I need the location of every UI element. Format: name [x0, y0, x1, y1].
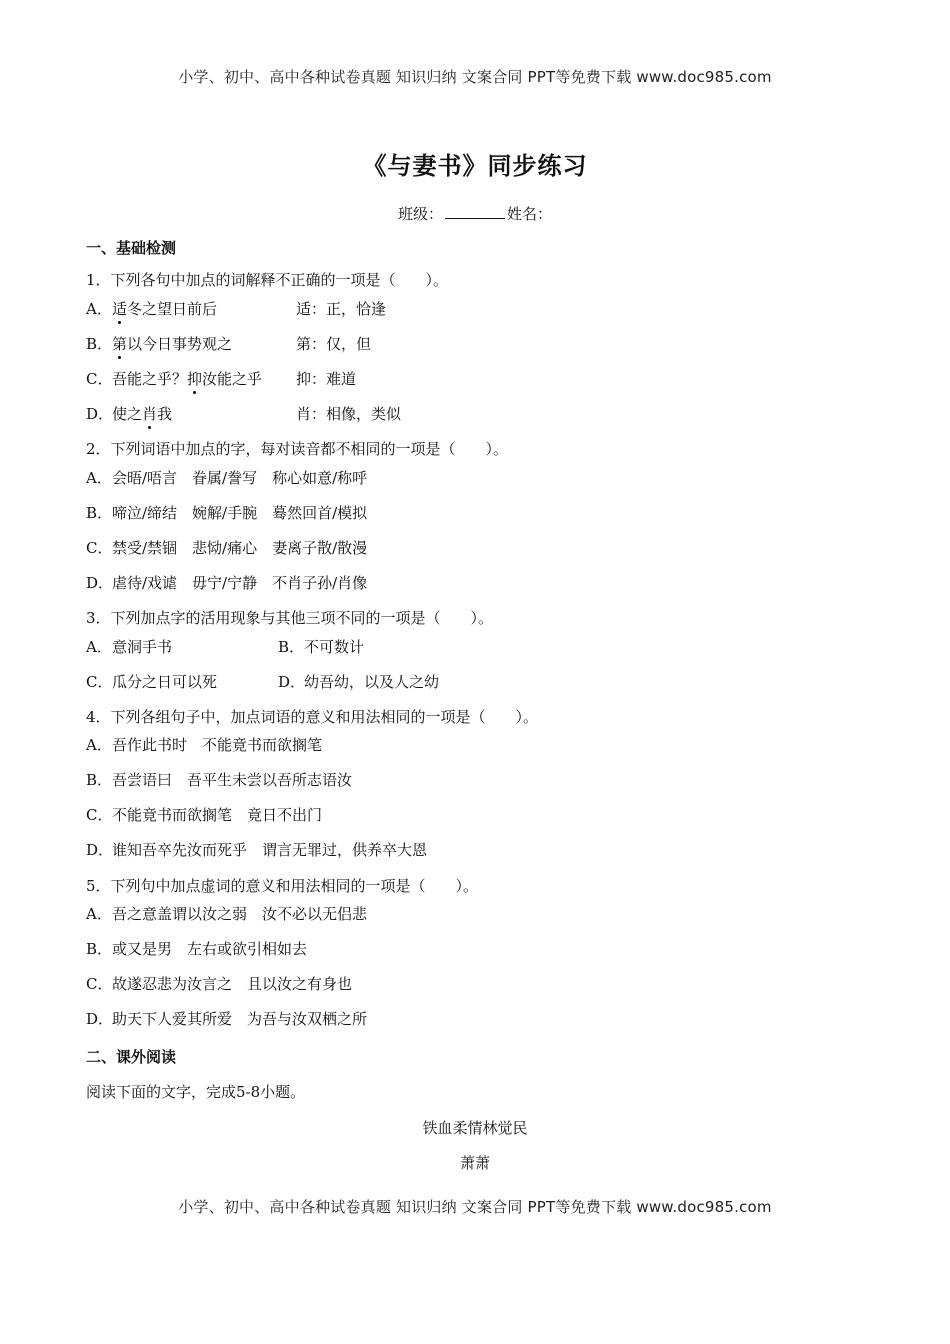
option-note: 适：正，恰逢: [296, 300, 387, 318]
question-5-option-b: B．或又是男 左右或欲引相如去: [86, 940, 308, 958]
question-3-options-ab: A．意洞手书 B．不可数计: [86, 638, 365, 656]
question-1-option-a: A．适冬之望日前后 适：正，恰逢: [86, 300, 387, 318]
question-4-stem: 4．下列各组句子中，加点词语的意义和用法相同的一项是（ ）。: [86, 708, 539, 726]
question-5-option-c: C．故遂忍悲为汝言之 且以汝之有身也: [86, 975, 353, 993]
question-2-option-d: D．虐待/戏谑 毋宁/宁静 不肖子孙/肖像: [86, 574, 368, 592]
question-5-stem: 5．下列句中加点虚词的意义和用法相同的一项是（ ）。: [86, 877, 479, 895]
question-2-stem: 2．下列词语中加点的字，每对读音都不相同的一项是（ ）。: [86, 440, 509, 458]
reading-instructions: 阅读下面的文字，完成5-8小题。: [86, 1083, 306, 1101]
question-5-option-d: D．助天下人爱其所爱 为吾与汝双栖之所: [86, 1010, 368, 1028]
document-title: 《与妻书》同步练习: [362, 152, 588, 180]
question-2-option-a: A．会晤/唔言 眷属/誊写 称心如意/称呼: [86, 469, 368, 487]
question-5-option-a: A．吾之意盖谓以汝之弱 汝不必以无侣悲: [86, 905, 368, 923]
class-name-line: [0, 203, 950, 224]
question-2-option-b: B．啼泣/缔结 婉解/手腕 蓦然回首/模拟: [86, 504, 368, 522]
emphasis-char: 第: [112, 335, 128, 353]
question-1-option-d: D．使之肖我 肖：相像，类似: [86, 405, 402, 423]
class-blank: [445, 204, 505, 219]
option-note: 抑：难道: [296, 370, 357, 388]
question-4-option-d: D．谁知吾卒先汝而死乎 谓言无罪过，供养卒大恩: [86, 841, 428, 859]
question-1-option-b: B．第以今日事势观之 第：仅，但: [86, 335, 372, 353]
question-2-option-c: C．禁受/禁锢 悲恸/痛心 妻离子散/散漫: [86, 539, 368, 557]
emphasis-char: 适: [112, 300, 128, 318]
question-4-option-a: A．吾作此书时 不能竟书而欲搁笔: [86, 736, 323, 754]
page-header: 小学、初中、高中各种试卷真题 知识归纳 文案合同 PPT等免费下载 www.doc985.com: [178, 68, 772, 86]
question-4-option-b: B．吾尝语曰 吾平生未尝以吾所志语汝: [86, 771, 353, 789]
option-note: 第：仅，但: [296, 335, 372, 353]
class-label: 班级：: [397, 205, 443, 223]
option-note: 肖：相像，类似: [296, 405, 402, 423]
section-heading-basic: 一、基础检测: [86, 239, 177, 257]
question-1-stem: 1．下列各句中加点的词解释不正确的一项是（ ）。: [86, 271, 449, 289]
name-label: 姓名：: [507, 205, 553, 223]
question-4-option-c: C．不能竟书而欲搁笔 竟日不出门: [86, 806, 323, 824]
question-3-stem: 3．下列加点字的活用现象与其他三项不同的一项是（ ）。: [86, 609, 494, 627]
article-author: 萧萧: [459, 1154, 490, 1172]
question-3-options-cd: C．瓜分之日可以死 D．幼吾幼，以及人之幼: [86, 673, 440, 691]
section-heading-reading: 二、课外阅读: [86, 1048, 177, 1066]
emphasis-char: 肖: [142, 405, 158, 423]
page-footer: 小学、初中、高中各种试卷真题 知识归纳 文案合同 PPT等免费下载 www.doc985.com: [178, 1198, 772, 1216]
question-1-option-c: C．吾能之乎？抑汝能之乎 抑：难道: [86, 370, 357, 388]
emphasis-char: 抑: [187, 370, 203, 388]
article-title: 铁血柔情林觉民: [422, 1119, 528, 1137]
